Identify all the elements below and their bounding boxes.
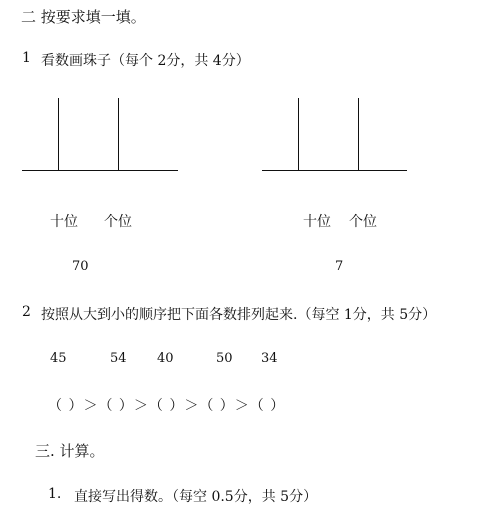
number-item: 45	[50, 351, 67, 366]
calc-question-number: 1.	[48, 486, 62, 502]
number-item: 54	[110, 351, 127, 366]
number-item: 40	[157, 351, 174, 366]
number-item: 50	[216, 351, 233, 366]
abacus-1-rod-tens	[58, 98, 59, 170]
order-answer-line: （ ）＞（ ）＞（ ）＞（ ）＞（ ）	[48, 398, 286, 414]
abacus-2-number: 7	[335, 259, 344, 274]
abacus-1-label-tens: 十位	[50, 214, 78, 230]
abacus-2-label-tens: 十位	[303, 214, 331, 230]
abacus-2-rod-ones	[358, 98, 359, 170]
question-2-text: 按照从大到小的顺序把下面各数排列起来.（每空 1分，共 5分）	[41, 307, 437, 323]
number-item: 34	[261, 351, 278, 366]
section-3-title: 三. 计算。	[35, 442, 105, 460]
abacus-2-label-ones: 个位	[349, 214, 377, 230]
abacus-1-number: 70	[72, 259, 89, 274]
abacus-2-base	[262, 170, 407, 171]
question-2-number: 2	[22, 304, 31, 320]
calc-question-text: 直接写出得数。（每空 0.5分，共 5分）	[74, 489, 318, 505]
abacus-2-rod-tens	[298, 98, 299, 170]
question-1-number: 1	[22, 50, 31, 66]
abacus-1-base	[22, 170, 178, 171]
section-2-title: 二 按要求填一填。	[21, 8, 146, 26]
abacus-1-label-ones: 个位	[104, 214, 132, 230]
question-1-text: 看数画珠子（每个 2分，共 4分）	[41, 53, 250, 69]
abacus-1-rod-ones	[118, 98, 119, 170]
